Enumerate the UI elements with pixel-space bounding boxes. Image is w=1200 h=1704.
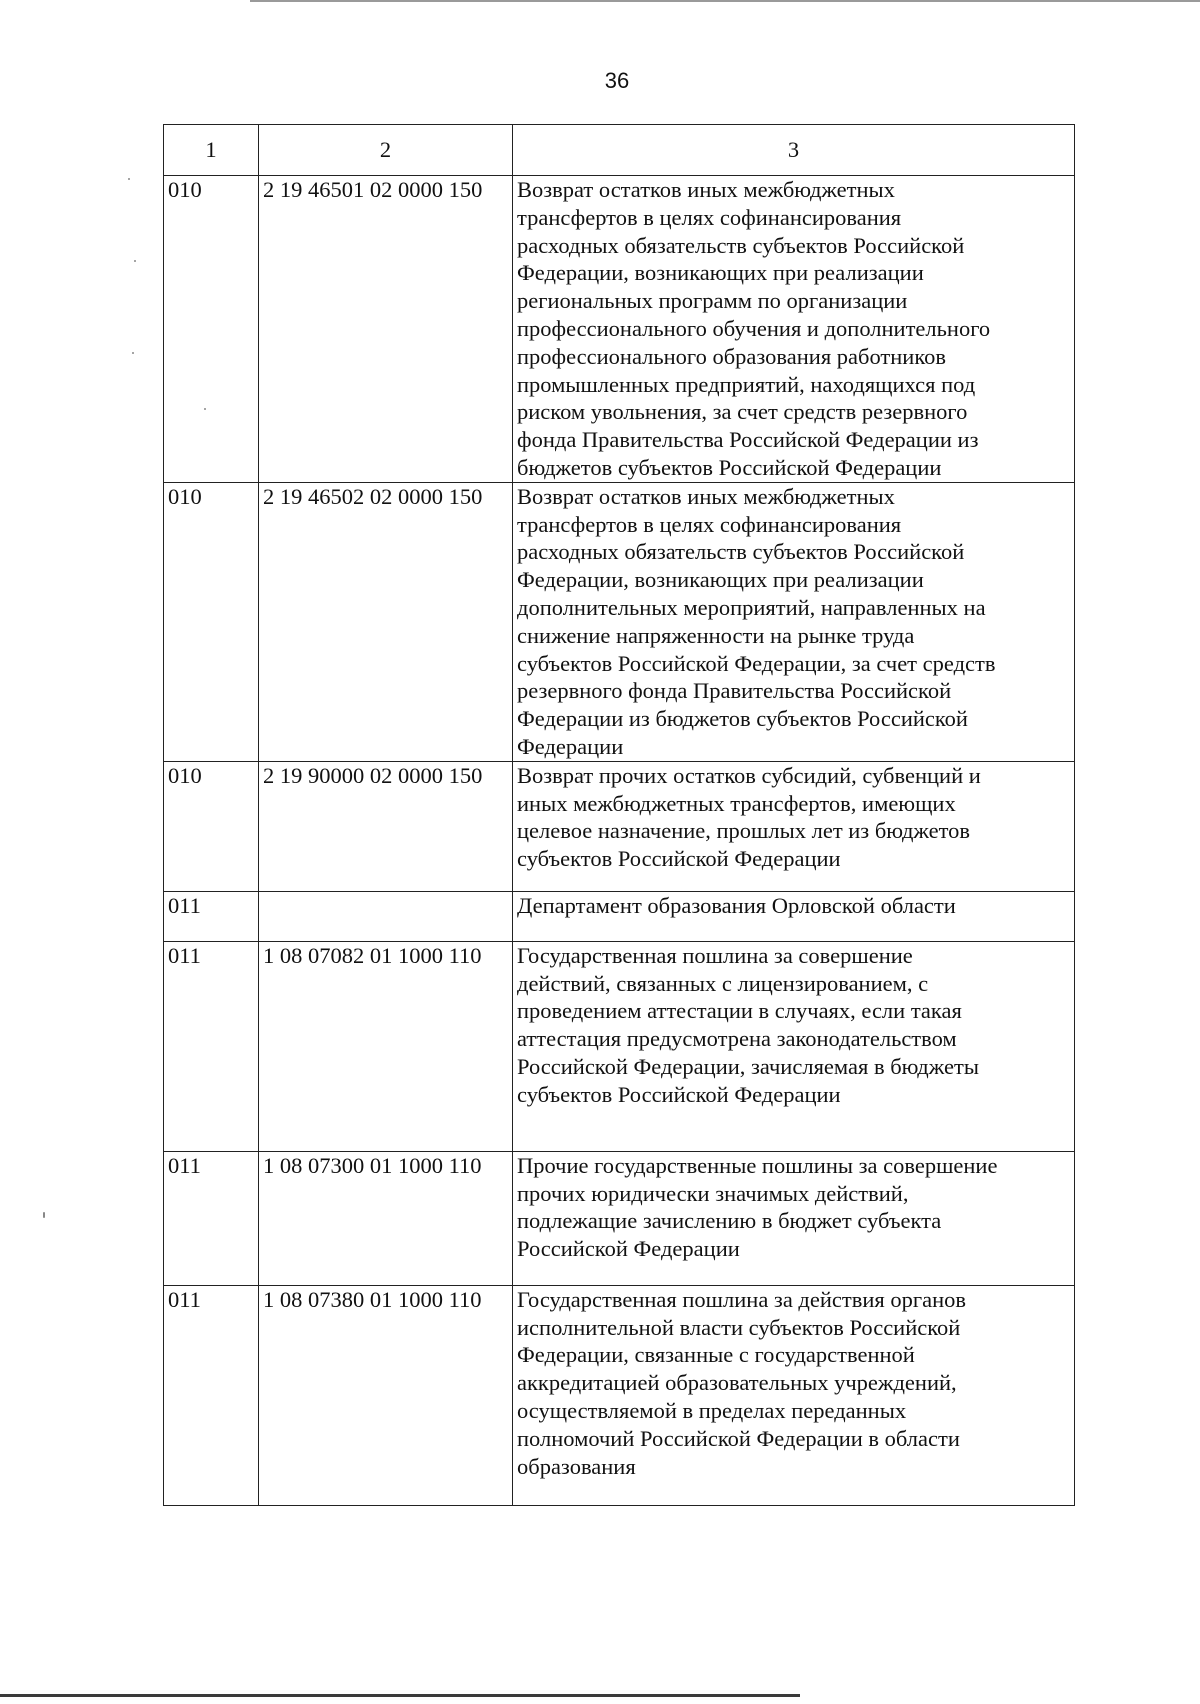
- table-row: [164, 176, 1075, 483]
- scan-edge-top: [250, 0, 1200, 2]
- scan-speck: [132, 352, 134, 354]
- table-row: [164, 761, 1075, 891]
- admin-code-cell: 011: [164, 1285, 259, 1505]
- kbk-code-cell: 1 08 07082 01 1000 110: [259, 941, 513, 1151]
- table-row: [164, 482, 1075, 761]
- kbk-code-cell: 2 19 46502 02 0000 150: [259, 482, 513, 761]
- description-cell: Возврат остатков иных межбюджетных трансфертов в целях софинансирования расходных обязательств субъектов Российской Федерации, возникающих при реализации дополнительных мероприятий, направленных на снижение напряженности на рынке труда субъектов Российской Федерации, за счет средств резервного фонда Правительства Российской Федерации из бюджетов субъектов Российской Федерации: [513, 482, 1075, 761]
- description-cell: Государственная пошлина за совершение действий, связанных с лицензированием, с проведением аттестации в случаях, если такая аттестация предусмотрена законодательством Российской Федерации, зачисляемая в бюджеты субъектов Российской Федерации: [513, 941, 1075, 1151]
- scan-speck: [128, 178, 130, 180]
- description-cell: Прочие государственные пошлины за совершение прочих юридически значимых действий, подлежащие зачислению в бюджет субъекта Российской Федерации: [513, 1151, 1075, 1285]
- admin-code-cell: 010: [164, 176, 259, 483]
- column-header-2: 2: [259, 125, 513, 176]
- kbk-code-cell: 2 19 90000 02 0000 150: [259, 761, 513, 891]
- scan-edge-bottom: [0, 1694, 800, 1697]
- table-header-row: [164, 125, 1075, 176]
- scan-speck: [43, 1212, 45, 1218]
- admin-code-cell: 010: [164, 761, 259, 891]
- admin-code-cell: 010: [164, 482, 259, 761]
- table-row: [164, 1151, 1075, 1285]
- description-cell: Возврат остатков иных межбюджетных трансфертов в целях софинансирования расходных обязательств субъектов Российской Федерации, возникающих при реализации региональных программ по организации профессионального обучения и дополнительного профессионального образования работников промышленных предприятий, находящихся под риском увольнения, за счет средств резервного фонда Правительства Российской Федерации из бюджетов субъектов Российской Федерации: [513, 176, 1075, 483]
- description-cell: Возврат прочих остатков субсидий, субвенций и иных межбюджетных трансфертов, имеющих целевое назначение, прошлых лет из бюджетов субъектов Российской Федерации: [513, 761, 1075, 891]
- description-cell: Государственная пошлина за действия органов исполнительной власти субъектов Российской Федерации, связанные с государственной аккредитацией образовательных учреждений, осуществляемой в пределах переданных полномочий Российской Федерации в области образования: [513, 1285, 1075, 1505]
- kbk-code-cell: [259, 891, 513, 941]
- table-row: [164, 941, 1075, 1151]
- kbk-code-cell: 2 19 46501 02 0000 150: [259, 176, 513, 483]
- scan-speck: [204, 408, 206, 410]
- column-header-3: 3: [513, 125, 1075, 176]
- admin-code-cell: 011: [164, 941, 259, 1151]
- kbk-code-cell: 1 08 07380 01 1000 110: [259, 1285, 513, 1505]
- table-row: [164, 891, 1075, 941]
- admin-code-cell: 011: [164, 891, 259, 941]
- kbk-code-cell: 1 08 07300 01 1000 110: [259, 1151, 513, 1285]
- column-header-1: 1: [164, 125, 259, 176]
- budget-codes-table: [163, 124, 1075, 1506]
- page-number: 36: [604, 68, 630, 93]
- scan-speck: [134, 260, 136, 262]
- admin-code-cell: 011: [164, 1151, 259, 1285]
- description-cell: Департамент образования Орловской области: [513, 891, 1075, 941]
- table-row: [164, 1285, 1075, 1505]
